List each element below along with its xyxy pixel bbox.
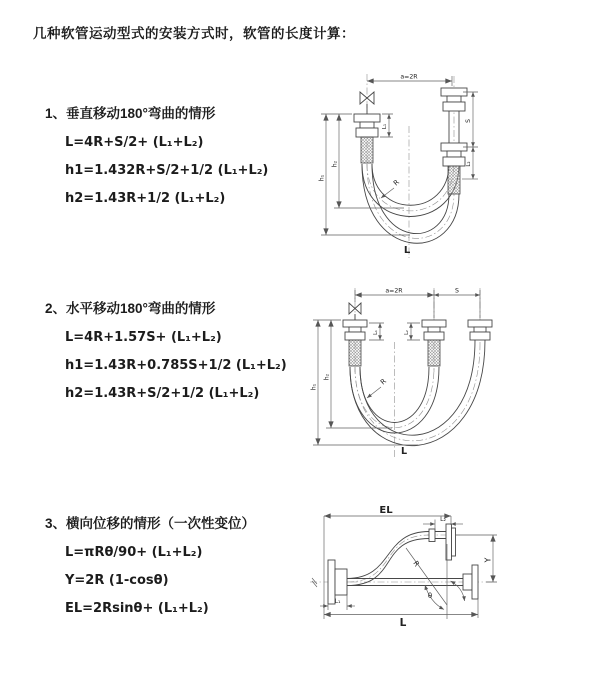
section-vertical-movement [45,106,325,206]
pipe-break-symbol [312,578,317,587]
dim-label-length: L [400,446,408,457]
formula-line: EL=2Rsinθ+ (L₁+L₂) [65,601,209,616]
dim-label-r: R [411,559,421,569]
centerlines [355,288,480,457]
dim-label-l2: L₂ [404,330,410,335]
formula-line: L=4R+1.57S+ (L₁+L₂) [65,330,222,345]
dim-label-length: L [403,245,411,256]
dimension-a2r [367,74,452,87]
flange-fitting-middle [422,320,446,366]
dim-label-a2r: a=2R [400,73,418,81]
centerlines [367,74,454,258]
dim-label-l2: L₂ [466,161,472,167]
section-lateral-displacement [45,516,325,616]
dim-label-h1: h₁ [318,174,326,182]
dim-label-l1: L₁ [382,123,388,130]
dim-label-h1: h₁ [310,383,318,391]
dim-label-h2: h₂ [331,160,339,168]
section-1-heading: 1、垂直移动180°弯曲的情形 [45,106,216,121]
section-2-heading: 2、水平移动180°弯曲的情形 [45,301,216,316]
dimension-l2 [423,516,463,530]
flange-fitting-right [463,565,478,599]
dimension-l1 [369,323,384,340]
dim-label-y: Y [483,557,493,563]
flange-fitting-left [343,320,367,366]
hose-displaced-position [347,532,429,586]
diagram-horizontal-180-bend [306,282,598,464]
formula-line: h2=1.43R+1/2 (L₁+L₂) [65,191,226,206]
dim-label-s: S [455,287,459,295]
flange-fitting-upper [429,524,456,560]
dim-label-s: S [465,119,472,123]
dim-label-l1: L₁ [334,598,341,605]
dim-label-el: EL [379,505,393,516]
section-horizontal-movement [45,301,325,401]
braid-section [448,166,460,194]
formula-line: L=4R+S/2+ (L₁+L₂) [65,135,204,150]
formula-line: L=πRθ/90+ (L₁+L₂) [65,545,203,560]
diagram-lateral-displacement [302,502,599,652]
dim-label-r: R [378,377,388,387]
page-title: 几种软管运动型式的安装方式时，软管的长度计算： [33,26,355,41]
dim-label-theta: θ [427,592,433,600]
formula-line: h1=1.43R+0.785S+1/2 (L₁+L₂) [65,358,287,373]
section-3-heading: 3、横向位移的情形（一次性变位） [45,516,256,531]
dim-label-a2r: a=2R [385,287,403,295]
flange-fitting-right [468,320,492,340]
dim-label-l2: L₂ [440,516,446,523]
flange-fitting-right-upper [441,88,467,111]
dim-label-l1: L₁ [373,330,379,335]
flange-fitting-left [354,114,380,163]
dimension-l1 [320,595,355,610]
dimension-radius [367,377,388,398]
diagram-vertical-180-bend [312,68,507,264]
dim-label-length: L [399,617,407,629]
flange-fitting-right-lower [441,143,467,194]
dimension-el [324,505,451,619]
dimension-a2r [355,288,480,319]
dimension-s [463,92,478,147]
braid-section [428,340,440,366]
formula-line: h2=1.43R+S/2+1/2 (L₁+L₂) [65,386,260,401]
braid-section [361,137,373,163]
dimension-s [434,288,480,296]
braid-section [349,340,361,366]
dimension-l1 [380,114,393,137]
formula-line: Y=2R (1-cosθ) [65,573,169,588]
dim-label-r: R [391,178,401,188]
dim-label-h2: h₂ [323,373,331,381]
formula-line: h1=1.432R+S/2+1/2 (L₁+L₂) [65,163,269,178]
hose-curves [350,340,485,446]
dimension-l2 [404,323,420,340]
